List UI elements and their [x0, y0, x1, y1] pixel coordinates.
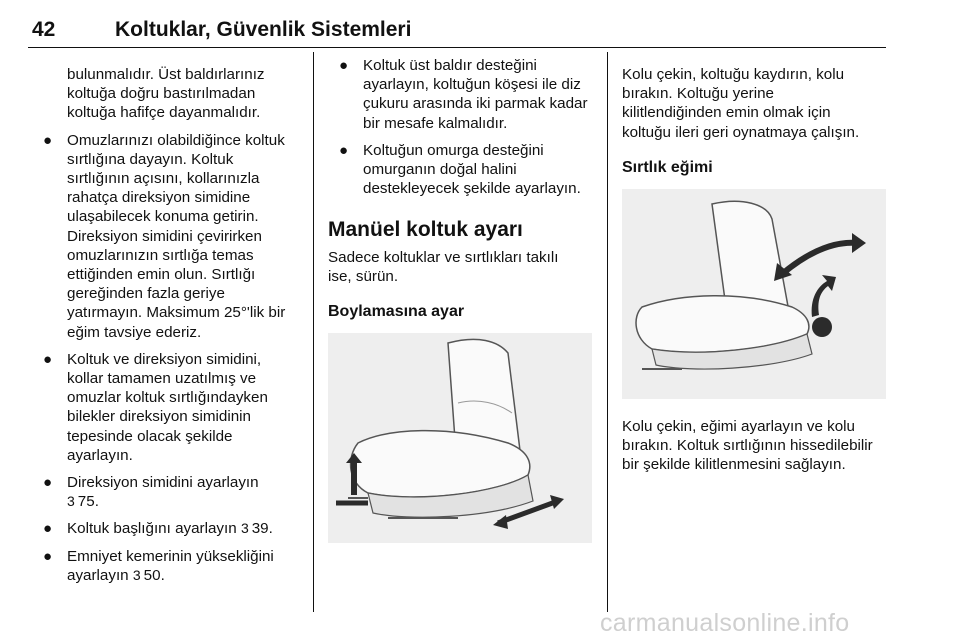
bullet-item-belt: ● Emniyet kemerinin yüksekliğini ayarlayın 3 50.: [43, 547, 274, 584]
sub-heading-longitudinal: Boylamasına ayar: [328, 303, 465, 321]
section-heading: Manüel koltuk ayarı: [328, 218, 523, 242]
column-left: [32, 65, 302, 585]
column-divider-2: [607, 52, 608, 612]
header-rule: [28, 47, 886, 48]
seat-tilt-figure: [622, 189, 886, 399]
page-reference-icon[interactable]: 3: [240, 520, 249, 537]
page-reference[interactable]: 75.: [77, 493, 99, 511]
bullet-item-shoulders: ● Omuzlarınızı olabildiğince koltuk sırtlığına dayayın. Koltuk sırtlığının açısını, kollarınızla rahatça direksiyon simidine ulaşabilecek konuma getirin. Direksiyon simidini çevirirken omuzlarınızın sırtlığa temas ettiğinden emin olun. Sırtlığı gereğinden fazla geriye yatırmayın. Maksimum 25°'lik bir eğim tavsiye ederiz.: [43, 131, 286, 341]
after-paragraph: Kolu çekin, eğimi ayarlayın ve kolu bırakın. Koltuk sırtlığının hissedilebilir bir şekilde kilitlenmesini sağlayın.: [622, 418, 873, 474]
seat-illustration: [622, 189, 886, 399]
tilt-arrow-icon: [782, 243, 858, 274]
page-reference-icon[interactable]: 3: [132, 566, 141, 583]
bullet-item-arms: ● Koltuk ve direksiyon simidini, kollar tamamen uzatılmış ve omuzlar koltuk sırtlığındayken bilekler direksiyon simidinin tepesinde olacak şekilde ayarlayın.: [43, 350, 268, 464]
bullet-item-lumbar: ● Koltuğun omurga desteğini omurganın doğal halini destekleyecek şekilde ayarlayın.: [339, 141, 581, 198]
bullet-item-steering: ● Direksiyon simidini ayarlayın 3 75.: [43, 474, 259, 511]
bullet-dot: ●: [43, 474, 53, 492]
bullet-dot: ●: [43, 350, 53, 368]
bullet-dot: ●: [43, 547, 53, 565]
recline-knob: [812, 317, 832, 337]
page-header: [0, 0, 960, 52]
bullet-dot: ●: [339, 141, 349, 159]
bullet-dot: ●: [339, 57, 349, 74]
column-divider-1: [313, 52, 314, 612]
seat-longitudinal-figure: [328, 333, 592, 543]
watermark: carmanualsonline.info: [600, 609, 850, 637]
bullet-item-headrest: ● Koltuk başlığını ayarlayın 3 39.: [43, 520, 273, 538]
sub-heading-backrest-tilt: Sırtlık eğimi: [622, 158, 713, 176]
intro-paragraph: Kolu çekin, koltuğu kaydırın, kolu bırakın. Koltuğu yerine kilitlendiğinden emin olmak için koltuğu ileri geri oynatmaya çalışın.: [622, 66, 860, 141]
bullet-dot: ●: [43, 520, 53, 538]
page-number: 42: [32, 18, 56, 41]
column-middle: [328, 56, 596, 543]
continued-paragraph: bulunmalıdır. Üst baldırlarınız koltuğa doğru bastırılmadan koltuğa hafifçe dayanmalıdır.: [67, 66, 265, 122]
page-reference-icon[interactable]: 3: [67, 493, 75, 510]
knob-rotate-arrow-icon: [812, 275, 836, 317]
column-right: [622, 65, 890, 475]
section-paragraph: Sadece koltuklar ve sırtlıkları takılı ise, sürün.: [328, 248, 559, 285]
chapter-title: Koltuklar, Güvenlik Sistemleri: [115, 18, 412, 41]
page-reference[interactable]: 50.: [143, 566, 165, 584]
seat-illustration: [328, 333, 592, 543]
bullet-dot: ●: [43, 131, 53, 149]
bullet-item-thigh-support: ● Koltuk üst baldır desteğini ayarlayın, koltuğun köşesi ile diz çukuru arasında iki parmak kadar bir mesafe kalmalıdır.: [339, 57, 588, 132]
page-reference[interactable]: 39.: [251, 520, 273, 538]
